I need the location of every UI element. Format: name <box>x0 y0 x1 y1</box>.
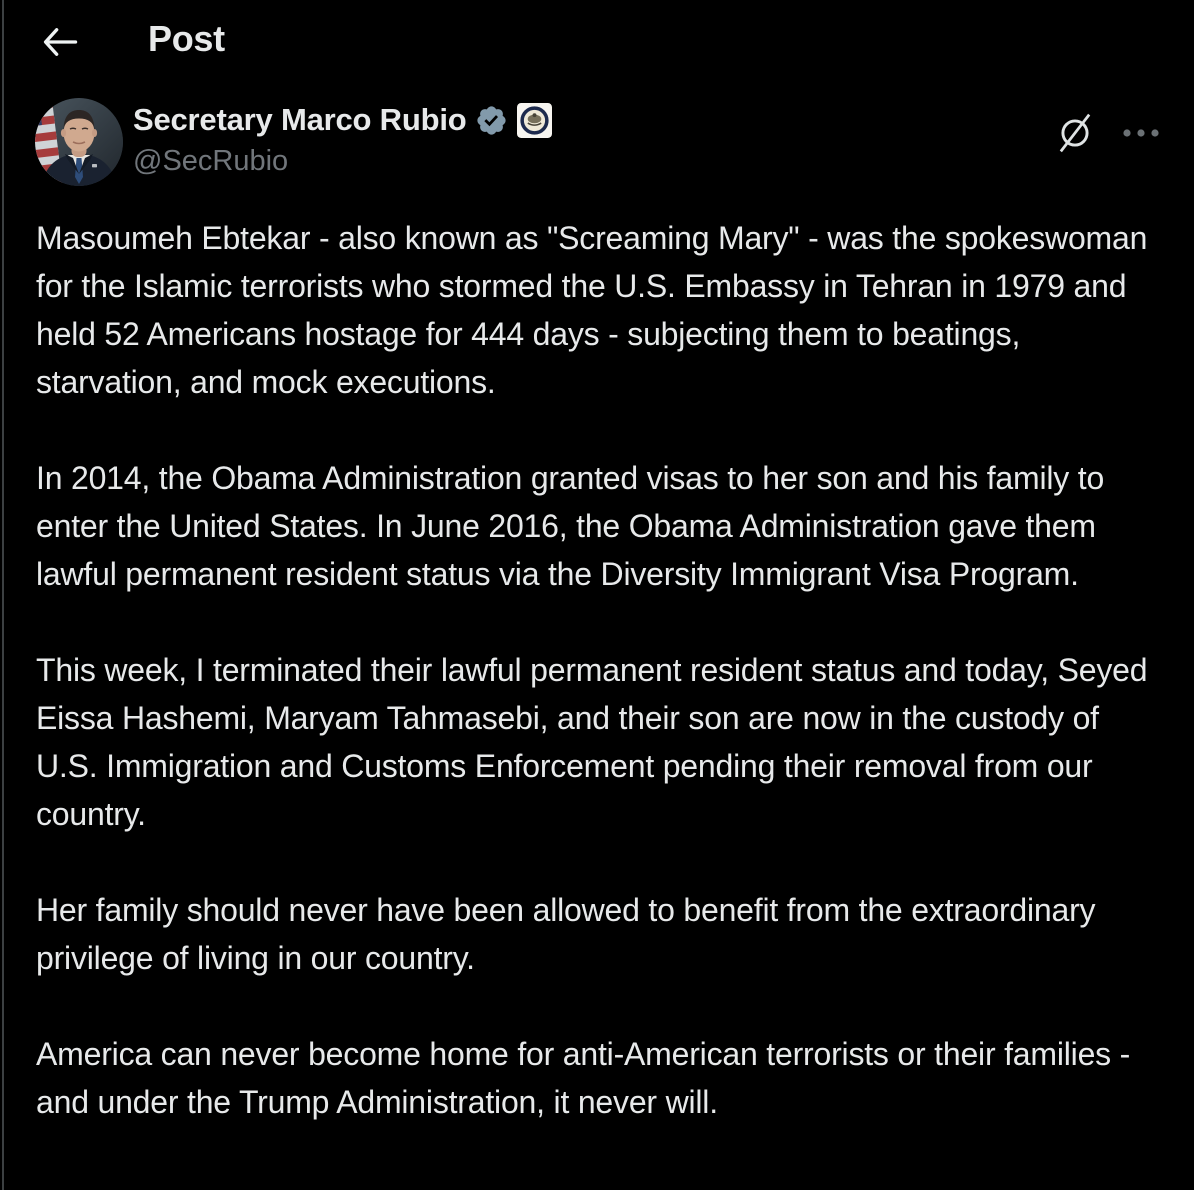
post-paragraph-2: In 2014, the Obama Administration granted visas to her son and his family to enter the United States. In June 2016, the Obama Administration gave them lawful permanent resident status via the Diversity Immigrant Visa Program. <box>36 460 1105 592</box>
verified-badge-icon <box>475 104 508 137</box>
display-name[interactable]: Secretary Marco Rubio <box>133 102 467 137</box>
window-edge-line <box>2 0 4 1190</box>
post-text <box>36 214 1164 1126</box>
grok-button[interactable] <box>1052 110 1098 159</box>
back-button[interactable] <box>36 18 84 66</box>
back-arrow-icon <box>40 50 80 65</box>
grok-icon <box>1054 112 1096 157</box>
page-title: Post <box>148 18 225 59</box>
post-header <box>0 0 1194 84</box>
post-paragraph-1: Masoumeh Ebtekar - also known as "Screaming Mary" - was the spokeswoman for the Islamic terrorists who stormed the U.S. Embassy in Tehran in 1979 and held 52 Americans hostage for 444 days - subjecting them to beatings, starvation, and mock executions. <box>36 220 1148 400</box>
author-meta <box>133 102 552 178</box>
more-ellipsis-icon <box>1120 127 1162 142</box>
avatar[interactable] <box>35 98 123 186</box>
post-paragraph-4: Her family should never have been allowed to benefit from the extraordinary privilege of living in our country. <box>36 892 1096 976</box>
affiliate-state-department-seal-icon[interactable] <box>517 103 552 138</box>
post-paragraph-3: This week, I terminated their lawful permanent resident status and today, Seyed Eissa Hashemi, Maryam Tahmasebi, and their son are now in the custody of U.S. Immigration and Customs Enforcement pending their removal from our country. <box>36 652 1148 832</box>
avatar-portrait <box>35 98 123 186</box>
author-handle[interactable]: @SecRubio <box>133 145 289 177</box>
post-paragraph-5: America can never become home for anti-American terrorists or their families - and under the Trump Administration, it never will. <box>36 1036 1131 1120</box>
author-name-line <box>133 102 552 138</box>
header-actions <box>1052 110 1164 159</box>
more-button[interactable] <box>1118 125 1164 144</box>
author-row <box>35 96 1166 188</box>
